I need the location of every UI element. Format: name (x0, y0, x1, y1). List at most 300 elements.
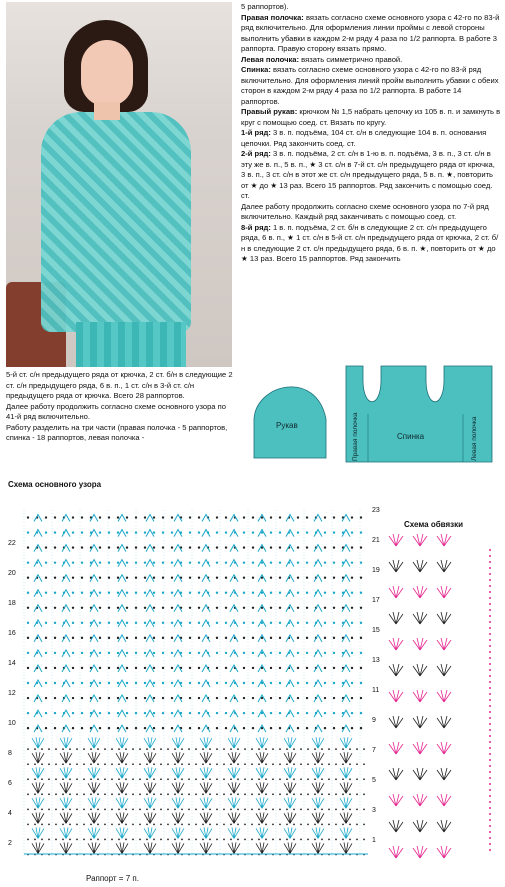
stitch-dot (139, 839, 141, 841)
stitch-dot (270, 637, 272, 639)
stitch-dot (360, 727, 362, 729)
stitch-dot (160, 763, 162, 765)
stitch-dot (135, 546, 137, 548)
pattern-diagram (246, 364, 500, 468)
stitch-fan (172, 767, 184, 778)
stitch-dot (297, 727, 299, 729)
stitch-dot (360, 516, 362, 518)
stitch-dot (97, 763, 99, 765)
stitch-dot (160, 793, 162, 795)
stitch-dot (356, 778, 358, 780)
stitch-dot (167, 748, 169, 750)
border-dot (489, 801, 491, 803)
stitch-fan (284, 842, 296, 853)
stitch-dot (135, 727, 137, 729)
stitch-dot (251, 808, 253, 810)
stitch-fan (312, 827, 324, 838)
stitch-dot (104, 778, 106, 780)
stitch-dot (99, 576, 101, 578)
stitch-dot (363, 839, 365, 841)
stitch-dot (76, 808, 78, 810)
stitch-dot (198, 516, 200, 518)
stitch-dot (270, 727, 272, 729)
stitch-dot (125, 808, 127, 810)
row-number: 12 (8, 690, 16, 697)
stitch-dot (188, 793, 190, 795)
stitch-dot (324, 682, 326, 684)
stitch-dot (270, 576, 272, 578)
border-fan (413, 534, 427, 546)
stitch-dot (174, 839, 176, 841)
stitch-fan (200, 737, 212, 748)
stitch-dot (243, 667, 245, 669)
instructions-right (241, 2, 501, 265)
stitch-dot (351, 546, 353, 548)
stitch-fan (340, 782, 352, 793)
stitch-dot (62, 823, 64, 825)
stitch-dot (97, 778, 99, 780)
row-number: 22 (8, 540, 16, 547)
stitch-dot (48, 823, 50, 825)
stitch-dot (27, 808, 29, 810)
stitch-dot (363, 808, 365, 810)
stitch-dot (48, 748, 50, 750)
stitch-dot (270, 712, 272, 714)
border-fan (413, 742, 427, 754)
stitch-dot (83, 793, 85, 795)
stitch-dot (297, 592, 299, 594)
stitch-dot (108, 561, 110, 563)
stitch-dot (55, 793, 57, 795)
crochet-chart (6, 490, 500, 874)
stitch-dot (243, 531, 245, 533)
stitch-dot (27, 839, 29, 841)
stitch-dot (41, 763, 43, 765)
stitch-dot (144, 697, 146, 699)
stitch-fan (172, 812, 184, 823)
stitch-dot (351, 561, 353, 563)
stitch-dot (97, 793, 99, 795)
stitch-chevron (118, 545, 126, 552)
stitch-dot (153, 576, 155, 578)
stitch-dot (126, 561, 128, 563)
stitch-dot (162, 637, 164, 639)
stitch-dot (237, 793, 239, 795)
stitch-dot (195, 839, 197, 841)
stitch-fan (172, 782, 184, 793)
stitch-dot (223, 823, 225, 825)
stitch-dot (34, 823, 36, 825)
stitch-dot (321, 748, 323, 750)
stitch-dot (306, 652, 308, 654)
border-fan (389, 690, 403, 702)
stitch-dot (351, 712, 353, 714)
stitch-dot (230, 808, 232, 810)
stitch-fan (228, 767, 240, 778)
stitch-dot (270, 667, 272, 669)
stitch-dot (251, 778, 253, 780)
stitch-fan (172, 827, 184, 838)
stitch-dot (153, 748, 155, 750)
stitch-dot (252, 682, 254, 684)
stitch-dot (135, 607, 137, 609)
stitch-dot (300, 778, 302, 780)
stitch-fan (228, 812, 240, 823)
stitch-dot (202, 793, 204, 795)
stitch-chevron (146, 620, 154, 627)
stitch-dot (99, 652, 101, 654)
stitch-dot (279, 637, 281, 639)
stitch-dot (144, 652, 146, 654)
stitch-dot (328, 763, 330, 765)
stitch-fan (312, 812, 324, 823)
stitch-dot (146, 763, 148, 765)
stitch-dot (333, 561, 335, 563)
stitch-dot (162, 531, 164, 533)
row-number: 3 (372, 807, 376, 814)
stitch-fan (312, 842, 324, 853)
stitch-dot (225, 546, 227, 548)
stitch-dot (270, 622, 272, 624)
stitch-dot (243, 546, 245, 548)
stitch-dot (297, 652, 299, 654)
stitch-dot (279, 823, 281, 825)
stitch-dot (360, 652, 362, 654)
border-dot (489, 753, 491, 755)
stitch-dot (34, 748, 36, 750)
border-fan (437, 586, 451, 598)
stitch-dot (139, 823, 141, 825)
stitch-dot (360, 637, 362, 639)
stitch-chevron (146, 725, 154, 732)
stitch-dot (279, 763, 281, 765)
border-fan (389, 846, 403, 858)
stitch-dot (297, 607, 299, 609)
stitch-fan (256, 752, 268, 763)
stitch-dot (307, 808, 309, 810)
stitch-dot (342, 793, 344, 795)
stitch-dot (360, 546, 362, 548)
stitch-dot (45, 727, 47, 729)
stitch-fan (228, 752, 240, 763)
border-fan (437, 846, 451, 858)
stitch-fan (172, 752, 184, 763)
stitch-dot (108, 727, 110, 729)
stitch-fan (312, 737, 324, 748)
stitch-dot (135, 561, 137, 563)
stitch-dot (202, 763, 204, 765)
row-number: 5 (372, 777, 376, 784)
stitch-dot (76, 778, 78, 780)
stitch-dot (69, 763, 71, 765)
stitch-dot (45, 592, 47, 594)
stitch-dot (189, 697, 191, 699)
stitch-dot (99, 637, 101, 639)
stitch-dot (363, 793, 365, 795)
stitch-dot (132, 763, 134, 765)
stitch-dot (272, 748, 274, 750)
stitch-dot (216, 823, 218, 825)
stitch-dot (171, 576, 173, 578)
stitch-fan (60, 827, 72, 838)
border-dot (489, 771, 491, 773)
stitch-dot (144, 667, 146, 669)
stitch-dot (188, 778, 190, 780)
border-fan (413, 794, 427, 806)
stitch-dot (195, 823, 197, 825)
border-dot (489, 747, 491, 749)
stitch-dot (243, 592, 245, 594)
border-dot (489, 741, 491, 743)
stitch-dot (90, 823, 92, 825)
stitch-dot (45, 667, 47, 669)
stitch-dot (69, 823, 71, 825)
right-front-label: Правая полочка (352, 412, 359, 461)
stitch-dot (306, 727, 308, 729)
stitch-dot (153, 697, 155, 699)
stitch-dot (48, 839, 50, 841)
stitch-dot (328, 778, 330, 780)
stitch-dot (54, 576, 56, 578)
border-dot (489, 603, 491, 605)
stitch-chevron (118, 725, 126, 732)
stitch-dot (27, 622, 29, 624)
stitch-dot (171, 652, 173, 654)
skirt (76, 322, 186, 367)
stitch-dot (265, 808, 267, 810)
stitch-dot (324, 592, 326, 594)
row-number: 20 (8, 570, 16, 577)
border-fan (413, 846, 427, 858)
stitch-fan (340, 812, 352, 823)
stitch-dot (45, 546, 47, 548)
stitch-fan (340, 767, 352, 778)
section-body: вязать согласно схеме основного узора с 42-го по 83-й ряд включительно. Для оформления линии проймы с левой стороны выполнить убавки в каждом 2-м ряду 4 раза по 1/2 раппорта. В работе 3 раппорта. Правую сторону вязать прямо. (241, 12, 502, 53)
border-fan (437, 534, 451, 546)
stitch-dot (306, 607, 308, 609)
stitch-dot (111, 793, 113, 795)
stitch-dot (83, 808, 85, 810)
stitch-fan (116, 737, 128, 748)
stitch-dot (189, 727, 191, 729)
row-number: 1 (372, 837, 376, 844)
stitch-dot (126, 697, 128, 699)
stitch-dot (104, 748, 106, 750)
stitch-dot (230, 839, 232, 841)
stitch-dot (306, 546, 308, 548)
stitch-dot (195, 808, 197, 810)
stitch-dot (146, 793, 148, 795)
stitch-dot (83, 763, 85, 765)
stitch-dot (135, 531, 137, 533)
stitch-dot (81, 592, 83, 594)
stitch-dot (167, 839, 169, 841)
stitch-dot (216, 561, 218, 563)
stitch-dot (76, 823, 78, 825)
stitch-dot (216, 763, 218, 765)
stitch-dot (153, 823, 155, 825)
row-number: 19 (372, 567, 380, 574)
stitch-dot (189, 561, 191, 563)
stitch-dot (314, 808, 316, 810)
border-dot (489, 831, 491, 833)
border-dot (489, 549, 491, 551)
stitch-dot (293, 763, 295, 765)
stitch-dot (55, 808, 57, 810)
stitch-fan (144, 827, 156, 838)
stitch-dot (279, 592, 281, 594)
stitch-fan (144, 752, 156, 763)
stitch-dot (97, 823, 99, 825)
row-number: 13 (372, 657, 380, 664)
stitch-dot (198, 546, 200, 548)
stitch-dot (328, 793, 330, 795)
border-dot (489, 615, 491, 617)
border-fan (413, 560, 427, 572)
stitch-chevron (118, 530, 126, 537)
stitch-dot (41, 778, 43, 780)
stitch-dot (333, 667, 335, 669)
stitch-dot (300, 823, 302, 825)
stitch-dot (223, 839, 225, 841)
stitch-dot (54, 516, 56, 518)
stitch-dot (146, 778, 148, 780)
stitch-dot (252, 592, 254, 594)
border-dot (489, 675, 491, 677)
stitch-dot (171, 727, 173, 729)
text-paragraph: Далее работу продолжить согласно схеме основного узора по 41-й ряд включительно. (6, 401, 229, 421)
stitch-dot (342, 778, 344, 780)
stitch-dot (297, 516, 299, 518)
stitch-dot (117, 682, 119, 684)
neck (94, 102, 120, 120)
stitch-fan (256, 782, 268, 793)
border-fan (389, 586, 403, 598)
row-number: 14 (8, 660, 16, 667)
stitch-dot (198, 637, 200, 639)
stitch-dot (314, 839, 316, 841)
stitch-dot (297, 637, 299, 639)
stitch-dot (126, 546, 128, 548)
stitch-dot (225, 712, 227, 714)
stitch-dot (188, 839, 190, 841)
stitch-chevron (118, 620, 126, 627)
stitch-dot (189, 516, 191, 518)
stitch-dot (223, 793, 225, 795)
stitch-dot (153, 652, 155, 654)
stitch-dot (153, 808, 155, 810)
stitch-dot (162, 622, 164, 624)
stitch-dot (162, 607, 164, 609)
stitch-dot (243, 697, 245, 699)
border-fan (437, 664, 451, 676)
stitch-dot (72, 727, 74, 729)
stitch-dot (126, 516, 128, 518)
stitch-dot (153, 592, 155, 594)
section-body: Далее работу продолжить согласно схеме основного узора по 7-й ряд включительно. Каждый ряд заканчивать с помощью соед. ст. (241, 201, 491, 221)
stitch-dot (45, 697, 47, 699)
stitch-dot (171, 546, 173, 548)
stitch-dot (198, 697, 200, 699)
stitch-dot (48, 763, 50, 765)
border-dot (489, 573, 491, 575)
stitch-dot (243, 561, 245, 563)
stitch-fan (200, 812, 212, 823)
border-dot (489, 621, 491, 623)
stitch-fan (32, 842, 44, 853)
stitch-dot (258, 763, 260, 765)
stitch-dot (297, 622, 299, 624)
stitch-dot (356, 793, 358, 795)
stitch-dot (237, 808, 239, 810)
stitch-dot (45, 531, 47, 533)
stitch-dot (360, 622, 362, 624)
stitch-dot (189, 607, 191, 609)
stitch-dot (349, 778, 351, 780)
stitch-dot (90, 778, 92, 780)
stitch-fan (256, 767, 268, 778)
stitch-dot (216, 697, 218, 699)
sleeve-label: Рукав (276, 421, 298, 430)
stitch-dot (146, 839, 148, 841)
stitch-dot (54, 622, 56, 624)
stitch-dot (244, 793, 246, 795)
stitch-dot (252, 712, 254, 714)
border-fan (389, 638, 403, 650)
stitch-chevron (118, 590, 126, 597)
stitch-dot (349, 763, 351, 765)
stitch-fan (88, 752, 100, 763)
stitch-dot (135, 652, 137, 654)
stitch-dot (202, 808, 204, 810)
stitch-dot (314, 748, 316, 750)
stitch-chevron (118, 665, 126, 672)
section-body: крючком № 1,5 набрать цепочку из 105 в. п. и замкнуть в круг с помощью соед. ст. Вязать по кругу. (241, 107, 503, 127)
stitch-dot (333, 652, 335, 654)
border-fan (437, 742, 451, 754)
border-fan (413, 716, 427, 728)
stitch-dot (34, 778, 36, 780)
schema-title: Схема основного узора (8, 480, 102, 489)
stitch-dot (360, 682, 362, 684)
stitch-fan (32, 737, 44, 748)
stitch-dot (108, 546, 110, 548)
stitch-dot (153, 839, 155, 841)
stitch-dot (54, 652, 56, 654)
stitch-dot (117, 576, 119, 578)
border-fan (437, 612, 451, 624)
border-fan (437, 794, 451, 806)
stitch-dot (162, 546, 164, 548)
stitch-fan (116, 767, 128, 778)
stitch-dot (306, 712, 308, 714)
stitch-dot (144, 622, 146, 624)
stitch-fan (60, 812, 72, 823)
stitch-dot (55, 839, 57, 841)
stitch-dot (81, 727, 83, 729)
border-dot (489, 723, 491, 725)
stitch-dot (181, 763, 183, 765)
stitch-dot (55, 748, 57, 750)
stitch-dot (45, 516, 47, 518)
stitch-dot (144, 576, 146, 578)
stitch-dot (351, 697, 353, 699)
stitch-dot (272, 839, 274, 841)
stitch-dot (324, 576, 326, 578)
stitch-dot (117, 607, 119, 609)
stitch-dot (216, 793, 218, 795)
stitch-fan (200, 827, 212, 838)
